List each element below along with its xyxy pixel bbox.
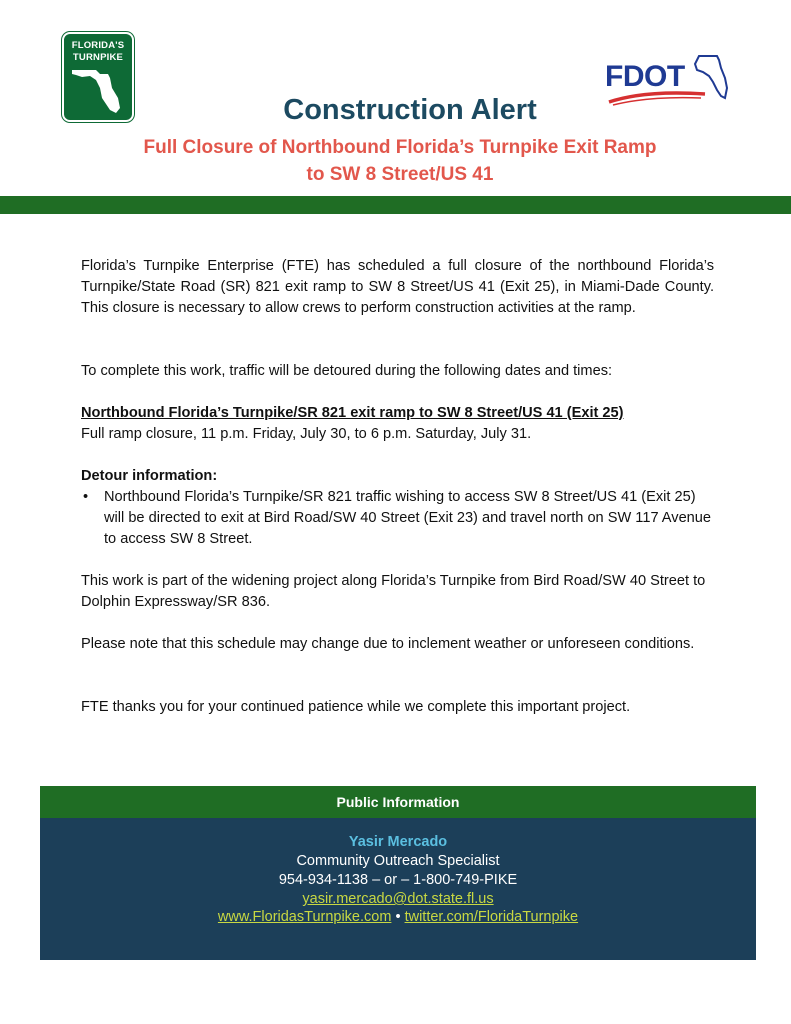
logo-text-line2: TURNPIKE [72,52,124,63]
contact-box [40,818,756,960]
contact-email-link[interactable]: yasir.mercado@dot.state.fl.us [302,891,494,907]
bullet-icon: • [83,489,89,505]
contact-name: Yasir Mercado [348,834,448,850]
thanks-paragraph: FTE thanks you for your continued patience while we complete this important project. [81,699,631,715]
twitter-link[interactable]: twitter.com/FloridaTurnpike [404,909,579,925]
page-title: Construction Alert [283,94,537,126]
header-divider-bar [0,196,791,214]
intro-paragraph: Florida’s Turnpike Enterprise (FTE) has scheduled a full closure of the northbound Florida’s Turnpike/State Road (SR) 821 exit ramp to SW 8 Street/US 41 (Exit 25), in Miami-Dade County. This closure is necessary to allow crews to perform construction activities at the ramp. [81,258,714,316]
website-link[interactable]: www.FloridasTurnpike.com [217,909,392,925]
detour-bullet-text: Northbound Florida’s Turnpike/SR 821 traffic wishing to access SW 8 Street/US 41 (Exit 25) will be directed to exit at Bird Road/SW 40 Street (Exit 23) and travel north on SW 117 Avenue to access SW 8 Street. [104,489,712,547]
closure-detail: Full ramp closure, 11 p.m. Friday, July 30, to 6 p.m. Saturday, July 31. [81,426,532,442]
public-information-heading: Public Information [40,786,756,818]
closure-heading: Northbound Florida’s Turnpike/SR 821 exit ramp to SW 8 Street/US 41 (Exit 25) [81,405,624,421]
contact-role: Community Outreach Specialist [296,853,500,869]
detour-heading: Detour information: [81,468,218,484]
note-paragraph: Please note that this schedule may change due to inclement weather or unforeseen conditions. [81,636,695,652]
detour-intro-paragraph: To complete this work, traffic will be detoured during the following dates and times: [81,363,613,379]
subtitle-line-2: to SW 8 Street/US 41 [306,164,494,185]
project-paragraph: This work is part of the widening project along Florida’s Turnpike from Bird Road/SW 40 Street to Dolphin Expressway/SR 836. [81,573,706,610]
subtitle-line-1: Full Closure of Northbound Florida’s Turnpike Exit Ramp [143,137,657,158]
contact-phone: 954-934-1138 – or – 1-800-749-PIKE [278,872,518,888]
logo-text-line1: FLORIDA'S [71,40,125,51]
link-separator: • [395,909,401,925]
fdot-logo-text: FDOT [605,60,685,93]
